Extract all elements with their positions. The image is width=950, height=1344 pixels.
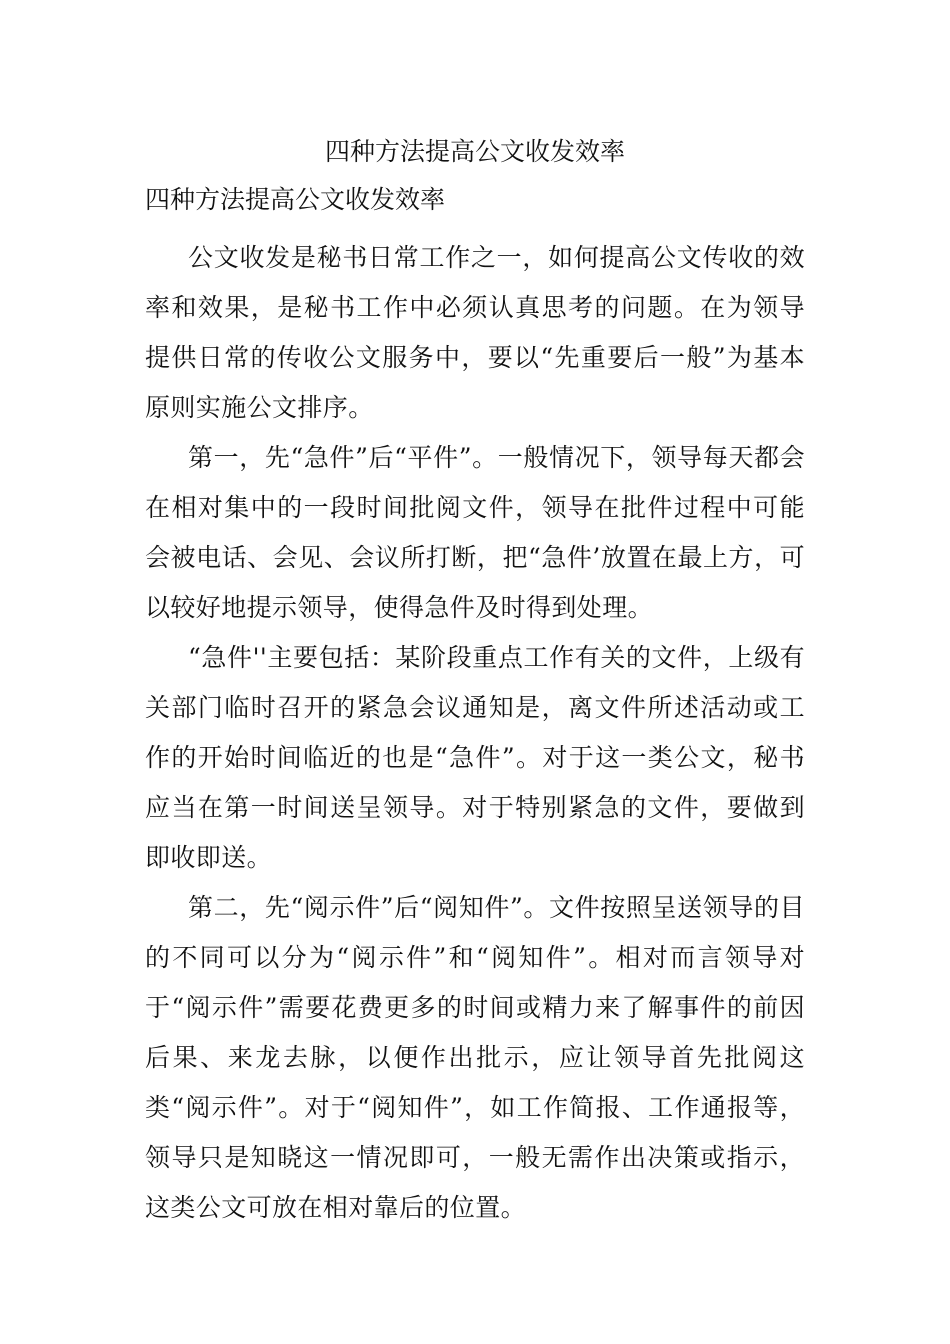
- paragraph-urgent-definition: “急件''主要包括：某阶段重点工作有关的文件，上级有关部门临时召开的紧急会议通知是，离文件所述活动或工作的开始时间临近的也是“急件”。对于这一类公文，秘书应当在第一时间送呈领导。对于特别紧急的文件，要做到即收即送。: [145, 643, 805, 872]
- document-body: [145, 233, 805, 1233]
- paragraph-urgent-first: 第一，先“急件”后“平件”。一般情况下，领导每天都会在相对集中的一段时间批阅文件，领导在批件过程中可能会被电话、会见、会议所打断，把“急件’放置在最上方，可以较好地提示领导，使得急件及时得到处理。: [145, 443, 805, 622]
- paragraph-instruction-first: 第二，先“阅示件”后“阅知件”。文件按照呈送领导的目的不同可以分为“阅示件”和“阅知件”。相对而言领导对于“阅示件”需要花费更多的时间或精力来了解事件的前因后果、来龙去脉，以便作出批示，应让领导首先批阅这类“阅示件”。对于“阅知件”，如工作简报、工作通报等，领导只是知晓这一情况即可，一般无需作出决策或指示，这类公文可放在相对靠后的位置。: [145, 893, 805, 1222]
- document-subtitle: 四种方法提高公文收发效率: [145, 185, 446, 214]
- document-title: 四种方法提高公文收发效率: [324, 137, 625, 166]
- paragraph-intro: 公文收发是秘书日常工作之一，如何提高公文传收的效率和效果，是秘书工作中必须认真思考的问题。在为领导提供日常的传收公文服务中，要以“先重要后一般”为基本原则实施公文排序。: [145, 243, 805, 422]
